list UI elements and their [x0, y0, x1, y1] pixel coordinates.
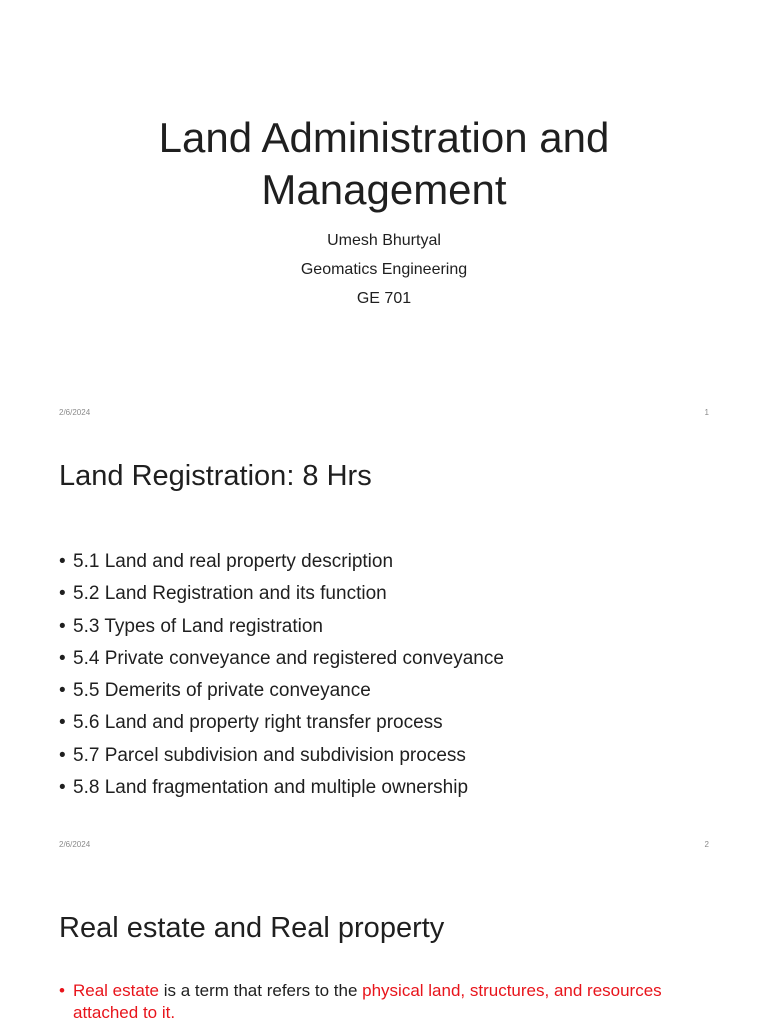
slide-3-bullet-list: [59, 980, 709, 1024]
slide-3-title: Real estate and Real property: [59, 912, 445, 944]
course-code: GE 701: [356, 290, 412, 307]
slide-2: [0, 432, 768, 864]
list-item: • 5.3 Types of Land registration: [59, 611, 709, 643]
list-item: • 5.7 Parcel subdivision and subdivision process: [59, 740, 709, 772]
slide-1-page-number: 1: [704, 408, 709, 417]
real-estate-definition-middle: is a term that refers to the: [159, 981, 363, 1000]
department-name: Geomatics Engineering: [300, 261, 468, 278]
slide-2-page-number: 2: [704, 840, 709, 849]
slide-2-title: Land Registration: 8 Hrs: [59, 460, 372, 492]
list-item: • 5.6 Land and property right transfer process: [59, 707, 709, 739]
slide-1-subtitle: [60, 226, 708, 313]
real-estate-definition-highlight: physical land, structures, and resources attached to it.: [73, 981, 662, 1022]
list-item: • 5.2 Land Registration and its function: [59, 578, 709, 610]
list-item: • 5.4 Private conveyance and registered conveyance: [59, 643, 709, 675]
author-name: Umesh Bhurtyal: [327, 232, 441, 249]
slide-2-bullet-list: [59, 546, 709, 804]
slide-1-date: 2/6/2024: [59, 408, 91, 417]
slide-1: [0, 0, 768, 432]
list-item: • 5.1 Land and real property description: [59, 546, 709, 578]
slide-3: [0, 864, 768, 1024]
list-item: • 5.8 Land fragmentation and multiple ownership: [59, 772, 709, 804]
list-item: [59, 980, 673, 1024]
slide-2-date: 2/6/2024: [59, 840, 91, 849]
real-estate-term: Real estate: [73, 981, 159, 1000]
slide-1-title-line-2: Management: [261, 166, 507, 213]
slide-1-title-line-1: Land Administration and: [158, 114, 610, 161]
list-item: • 5.5 Demerits of private conveyance: [59, 675, 709, 707]
slide-1-title: [60, 112, 708, 216]
